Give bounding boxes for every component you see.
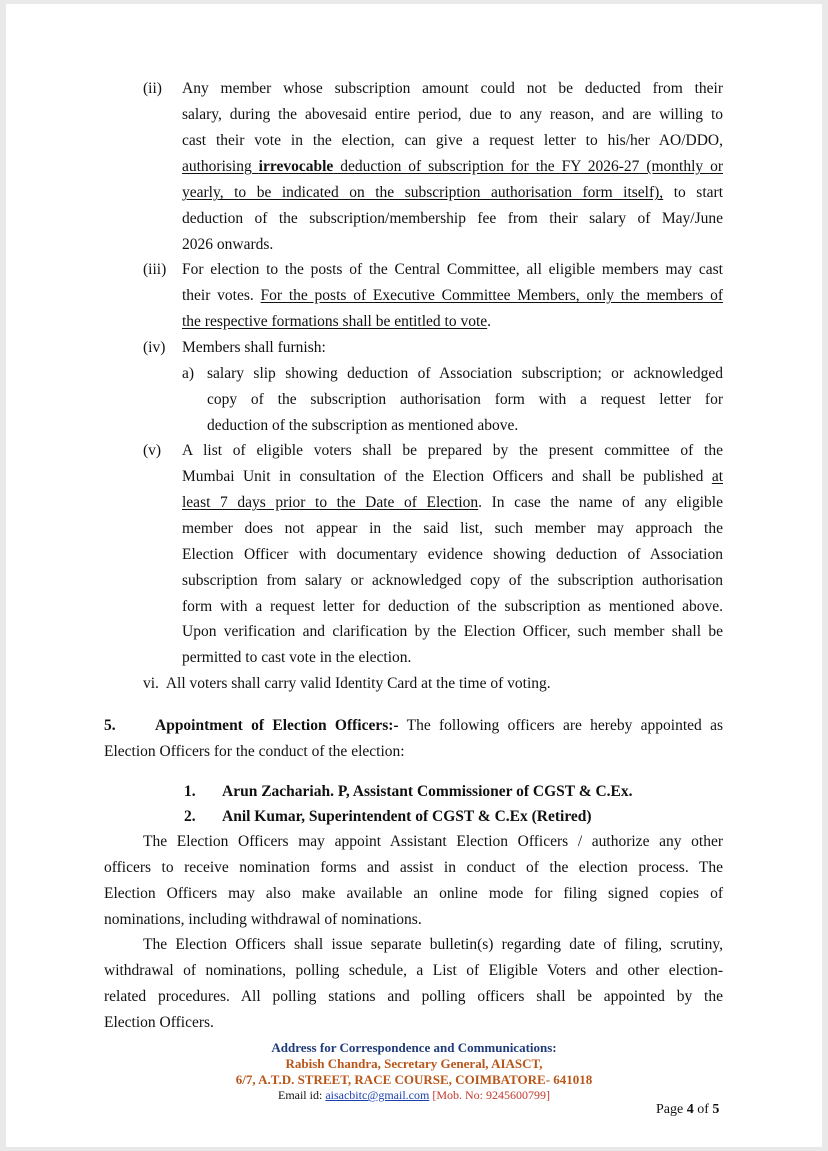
underlined-text: at <box>711 468 723 485</box>
sub-item-a-line-2: copy of the subscription authorisation form with a request letter for <box>207 391 723 408</box>
item-v-line-7: form with a request letter for deduction of the subscription as mentioned above. <box>182 598 723 615</box>
item-label-ii: (ii) <box>143 80 162 97</box>
paragraph-1-line-3: Election Officers may also make available an online mode for filing signed copies of <box>104 885 723 902</box>
page-number <box>656 1101 719 1119</box>
email-link[interactable]: aisacbitc@gmail.com <box>325 1088 430 1102</box>
item-ii-line-2: salary, during the abovesaid entire period, due to any reason, and are willing to <box>182 106 723 123</box>
item-v-line-9: permitted to cast vote in the election. <box>182 649 412 666</box>
plain-text: Mumbai Unit in consultation of the Election Officers and shall be published <box>182 468 712 485</box>
item-v-line-5: Election Officer with documentary evidence showing deduction of Association <box>182 546 723 563</box>
email-label: Email id: <box>277 1088 326 1102</box>
item-iii-line-2 <box>182 286 723 306</box>
item-ii-line-1: Any member whose subscription amount could not be deducted from their <box>182 80 723 97</box>
item-iii-line-1: For election to the posts of the Central Committee, all eligible members may cast <box>182 261 723 278</box>
mobile-number: [Mob. No: 9245600799] <box>429 1088 550 1102</box>
item-ii-line-5 <box>182 183 723 203</box>
footer-address: 6/7, A.T.D. STREET, RACE COURSE, COIMBATORE- 641018 <box>235 1072 593 1087</box>
sub-item-label-a: a) <box>182 365 195 382</box>
page-mid: of <box>693 1102 713 1117</box>
item-ii-line-6: deduction of the subscription/membership fee from their salary of May/June <box>182 210 723 227</box>
item-v-line-4: member does not appear in the said list, such member may approach the <box>182 520 723 537</box>
item-label-iv: (iv) <box>143 339 166 356</box>
underlined-text: For the posts of Executive Committee Members, only the members of <box>260 287 723 304</box>
plain-text: their votes. <box>182 287 261 304</box>
item-label-iii: (iii) <box>143 261 167 278</box>
paragraph-2-line-1: The Election Officers shall issue separate bulletin(s) regarding date of filing, scrutiny, <box>143 936 723 953</box>
section-5-line-1 <box>155 716 723 736</box>
paragraph-2-line-2: withdrawal of nominations, polling schedule, a List of Eligible Voters and other election- <box>104 962 723 979</box>
sub-item-a-line-1: salary slip showing deduction of Association subscription; or acknowledged <box>207 365 723 382</box>
item-v-line-3 <box>182 493 723 513</box>
paragraph-1-line-1: The Election Officers may appoint Assistant Election Officers / authorize any other <box>143 833 723 850</box>
plain-text: . <box>487 313 492 330</box>
page-total: 5 <box>712 1102 720 1117</box>
officer-number: 2. <box>184 808 196 825</box>
plain-text: The following officers are hereby appointed as <box>398 717 723 734</box>
paragraph-1-line-2: officers to receive nomination forms and assist in conduct of the election process. The <box>104 859 723 876</box>
plain-text: to start <box>663 184 723 201</box>
plain-text: . In case the name of any eligible <box>478 494 723 511</box>
underlined-text: authorising <box>182 158 259 175</box>
underlined-text: deduction of subscription for the FY 2026-27 (monthly or <box>333 158 723 175</box>
page-prefix: Page <box>656 1102 687 1117</box>
item-ii-line-7: 2026 onwards. <box>182 236 274 253</box>
officer-name: Arun Zachariah. P, Assistant Commissioner of CGST & C.Ex. <box>222 783 633 800</box>
item-v-line-6: subscription from salary or acknowledged copy of the subscription authorisation <box>182 572 723 589</box>
officer-name: Anil Kumar, Superintendent of CGST & C.Ex (Retired) <box>222 808 592 825</box>
underlined-text: the respective formations shall be entitled to vote <box>182 313 488 330</box>
section-heading: Appointment of Election Officers:- <box>155 717 399 734</box>
section-5-line-2: Election Officers for the conduct of the election: <box>104 743 405 760</box>
footer-name: Rabish Chandra, Secretary General, AIASCT, <box>285 1056 543 1071</box>
item-iii-line-3 <box>182 312 491 332</box>
item-ii-line-4 <box>182 157 723 177</box>
item-vi: vi. All voters shall carry valid Identity Card at the time of voting. <box>143 675 551 692</box>
page-current: 4 <box>686 1102 694 1117</box>
item-v-line-1: A list of eligible voters shall be prepared by the present committee of the <box>182 442 723 459</box>
officer-number: 1. <box>184 783 196 800</box>
paragraph-2-line-3: related procedures. All polling stations and polling officers shall be appointed by the <box>104 988 723 1005</box>
item-iv-line-1: Members shall furnish: <box>182 339 326 356</box>
bold-underlined-text: irrevocable <box>258 158 334 175</box>
underlined-text: least 7 days prior to the Date of Election <box>182 494 479 511</box>
item-label-v: (v) <box>143 442 162 459</box>
section-number: 5. <box>104 717 116 734</box>
underlined-text: yearly, to be indicated on the subscription authorisation form itself), <box>182 184 664 201</box>
item-v-line-8: Upon verification and clarification by the Election Officer, such member shall be <box>182 623 723 640</box>
item-v-line-2 <box>182 467 723 487</box>
item-ii-line-3: cast their vote in the election, can give a request letter to his/her AO/DDO, <box>182 132 723 149</box>
paragraph-2-line-4: Election Officers. <box>104 1014 214 1031</box>
paragraph-1-line-4: nominations, including withdrawal of nominations. <box>104 911 422 928</box>
footer-heading: Address for Correspondence and Communications: <box>271 1040 557 1055</box>
sub-item-a-line-3: deduction of the subscription as mentioned above. <box>207 417 519 434</box>
